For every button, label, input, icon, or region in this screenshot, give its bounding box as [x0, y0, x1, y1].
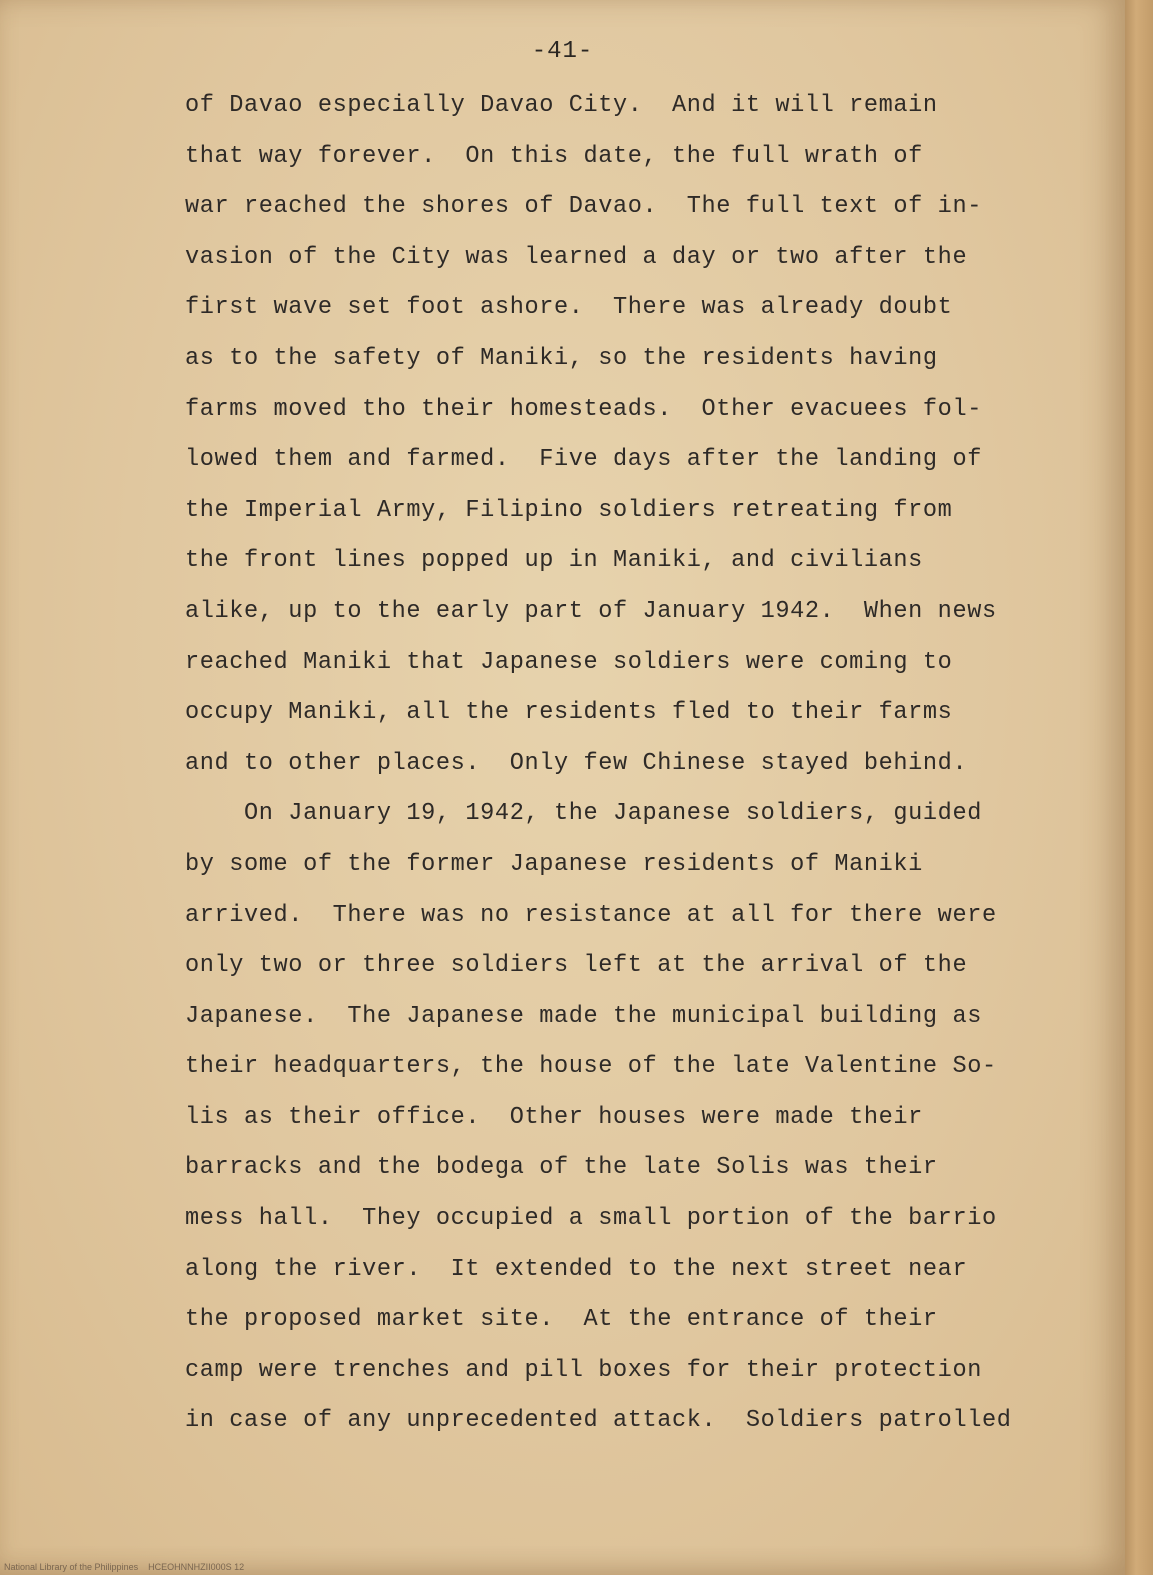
body-text [185, 88, 1055, 1454]
text-line: vasion of the City was learned a day or two after the [185, 243, 968, 271]
text-line: in case of any unprecedented attack. Soldiers patrolled [185, 1407, 1012, 1435]
text-line: by some of the former Japanese residents of Maniki [185, 850, 923, 878]
text-line: their headquarters, the house of the late Valentine So- [185, 1053, 997, 1081]
text-line: alike, up to the early part of January 1942. When news [185, 597, 997, 625]
text-line: On January 19, 1942, the Japanese soldiers, guided [185, 800, 982, 828]
text-line: the Imperial Army, Filipino soldiers retreating from [185, 496, 953, 524]
text-line: occupy Maniki, all the residents fled to their farms [185, 699, 953, 727]
text-line: reached Maniki that Japanese soldiers were coming to [185, 648, 953, 676]
text-line: mess hall. They occupied a small portion of the barrio [185, 1205, 997, 1233]
text-line: the proposed market site. At the entrance of their [185, 1306, 938, 1334]
text-line: lis as their office. Other houses were made their [185, 1103, 923, 1131]
archive-stamp: National Library of the Philippines HCEOHNNHZII000S 12 [4, 1562, 245, 1572]
text-line: as to the safety of Maniki, so the residents having [185, 344, 938, 372]
text-line: and to other places. Only few Chinese stayed behind. [185, 749, 968, 777]
text-line: Japanese. The Japanese made the municipal building as [185, 1002, 982, 1030]
text-line: arrived. There was no resistance at all for there were [185, 901, 997, 929]
page-number: -41- [531, 38, 594, 65]
text-line: camp were trenches and pill boxes for their protection [185, 1356, 982, 1384]
text-line: along the river. It extended to the next street near [185, 1255, 968, 1283]
text-line: of Davao especially Davao City. And it will remain [185, 92, 938, 119]
text-line: lowed them and farmed. Five days after the landing of [185, 446, 982, 474]
page-binding-edge [1125, 0, 1153, 1575]
paragraph-2 [185, 796, 1055, 1454]
text-line: war reached the shores of Davao. The full text of in- [185, 193, 982, 221]
text-line: only two or three soldiers left at the arrival of the [185, 952, 968, 980]
text-line: that way forever. On this date, the full wrath of [185, 142, 923, 170]
text-line: the front lines popped up in Maniki, and civilians [185, 547, 923, 575]
paragraph-1 [185, 88, 1055, 796]
text-line: barracks and the bodega of the late Solis was their [185, 1154, 938, 1182]
text-line: first wave set foot ashore. There was already doubt [185, 294, 953, 322]
text-line: farms moved tho their homesteads. Other evacuees fol- [185, 395, 982, 423]
